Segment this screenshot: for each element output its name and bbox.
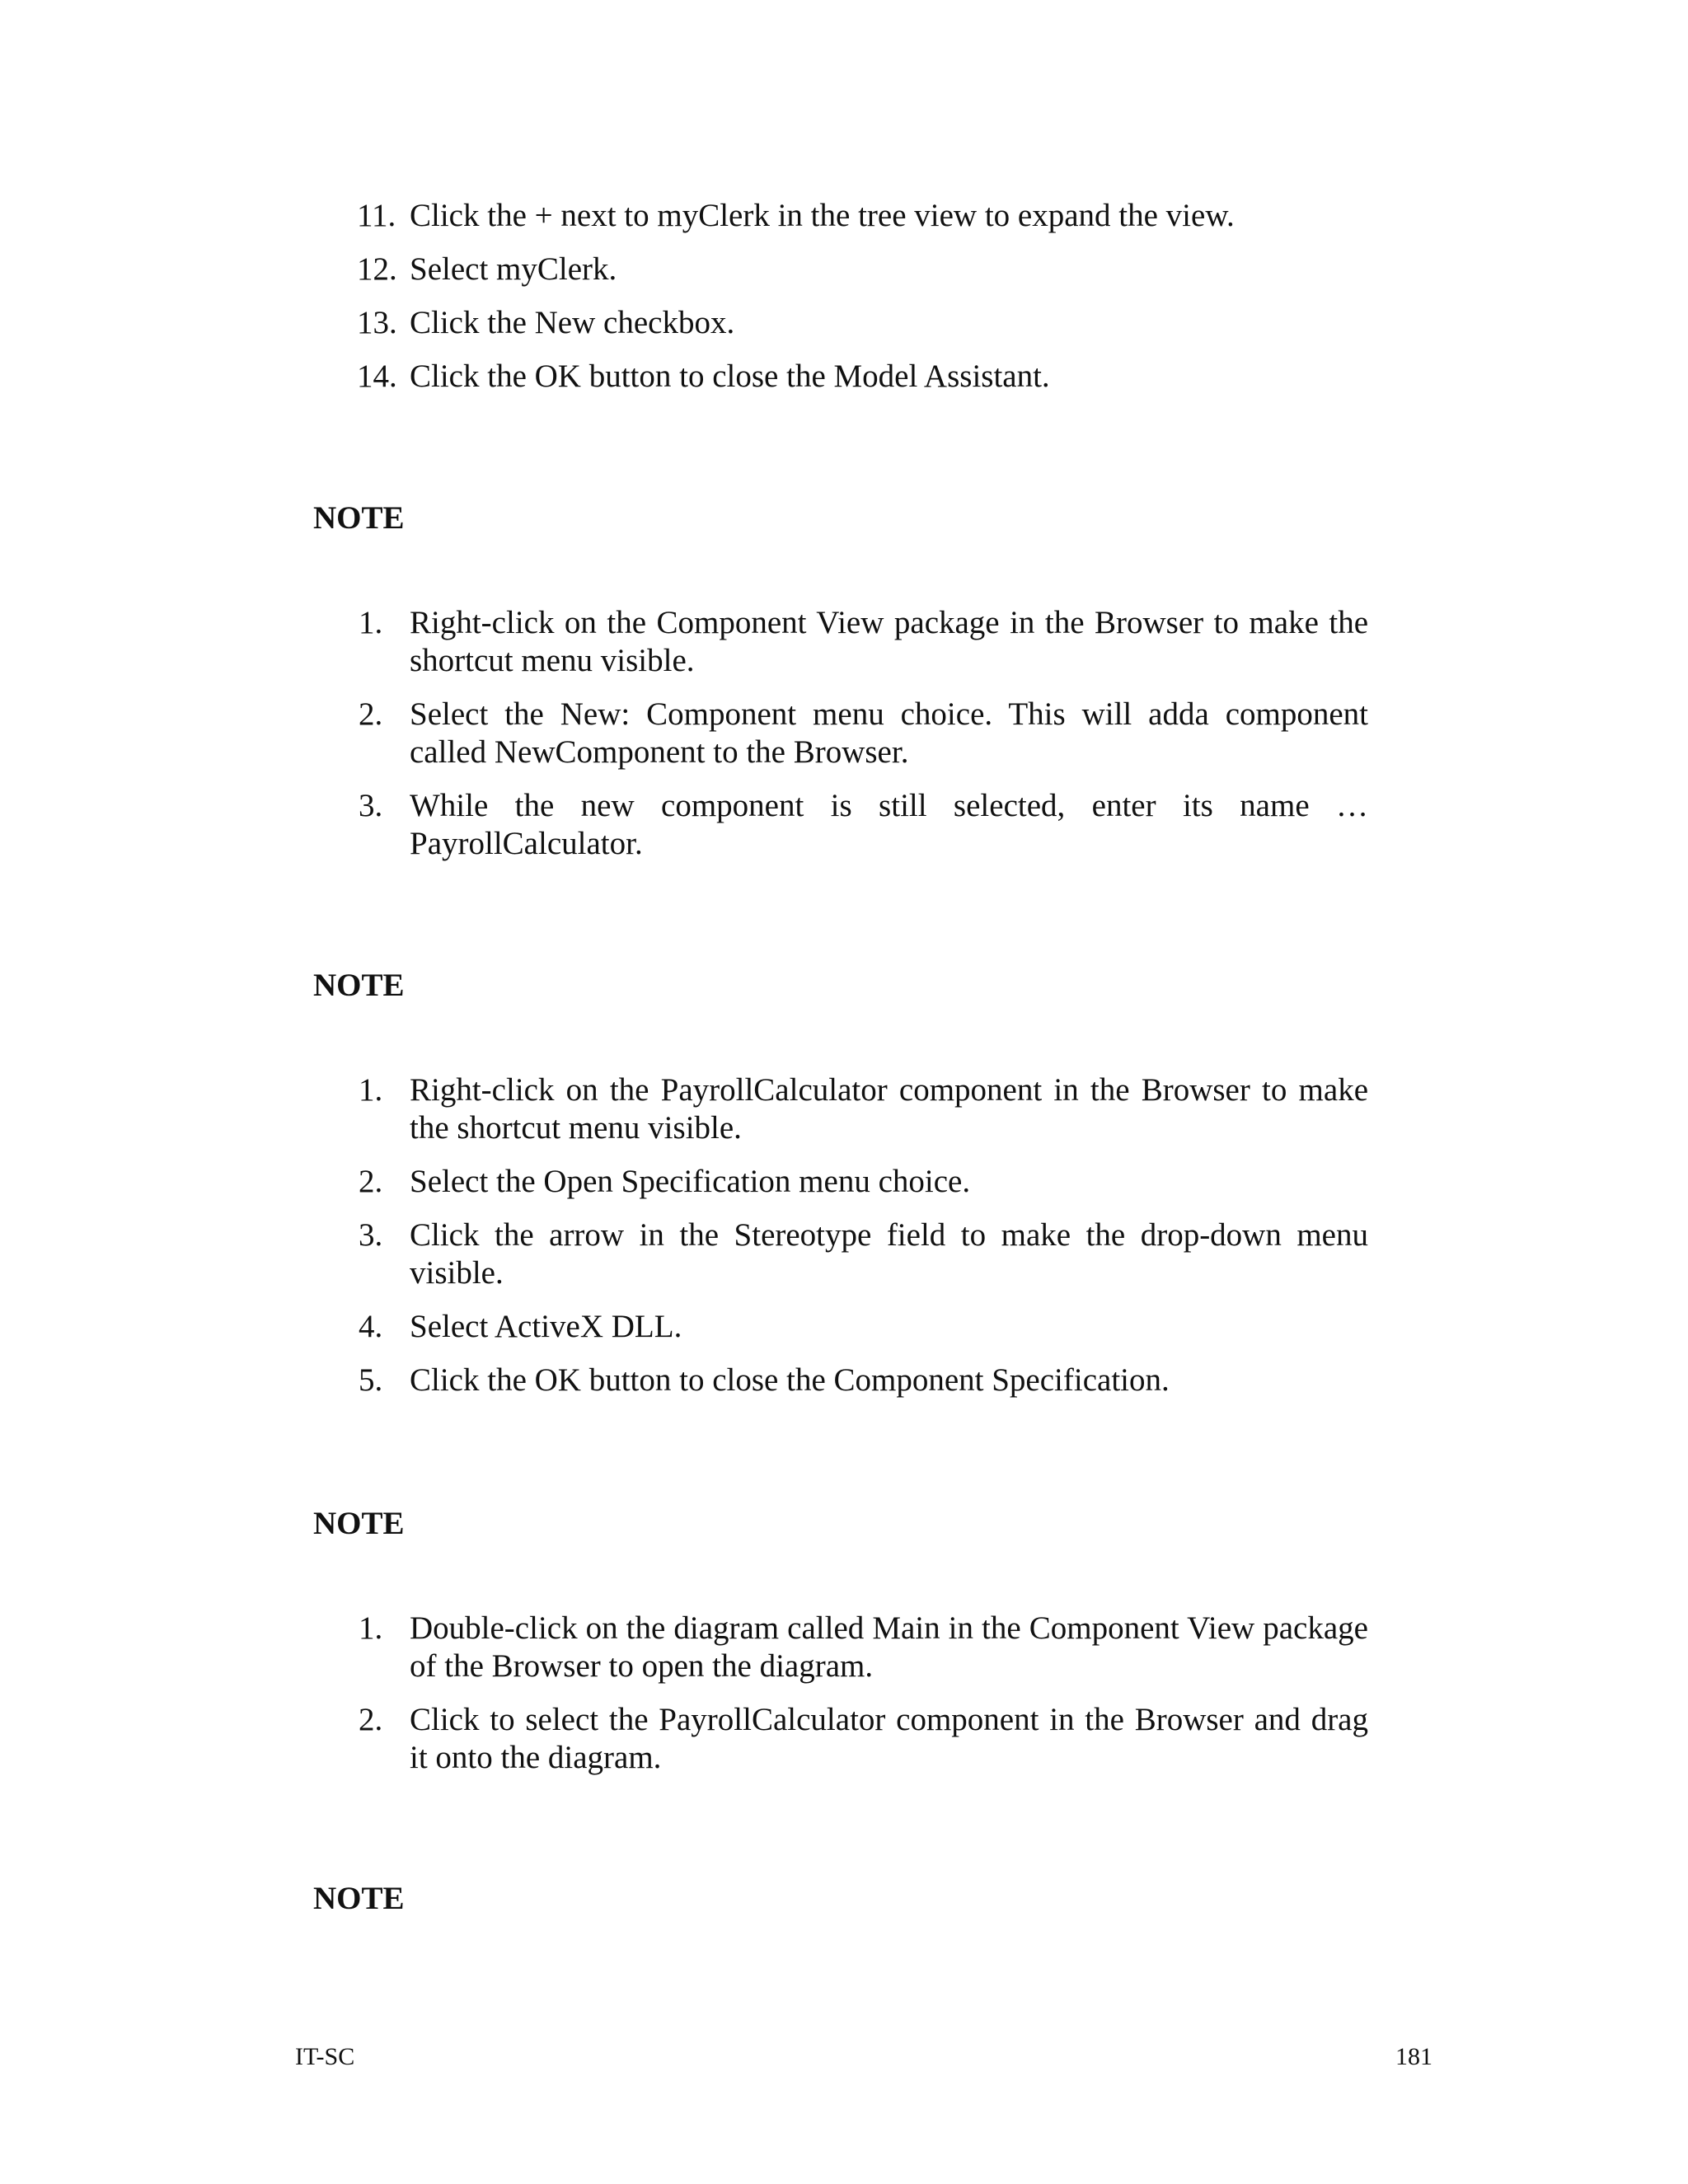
step-text: Click the New checkbox. <box>410 305 735 340</box>
list-item <box>359 604 1368 680</box>
step-text: Select the New: Component menu choice. This will adda component called NewComponent to the Browser. <box>410 696 1368 770</box>
step-number: 3. <box>359 788 383 823</box>
note-heading: NOTE <box>313 500 405 536</box>
step-text: While the new component is still selected, enter its name … PayrollCalculator. <box>410 788 1368 861</box>
steps-list-section-2 <box>359 1071 1368 1415</box>
list-item <box>359 1701 1368 1777</box>
note-heading: NOTE <box>313 968 405 1003</box>
step-text: Click the OK button to close the Component Specification. <box>410 1362 1170 1398</box>
step-number: 3. <box>359 1217 383 1253</box>
step-text: Click the arrow in the Stereotype field to make the drop-down menu visible. <box>410 1217 1368 1291</box>
step-text: Click to select the PayrollCalculator component in the Browser and drag it onto the diagram. <box>410 1702 1368 1775</box>
step-number: 4. <box>359 1309 383 1344</box>
step-number: 1. <box>359 605 383 640</box>
step-number: 12. <box>357 251 397 287</box>
step-number: 1. <box>359 1072 383 1108</box>
list-item <box>359 1361 1368 1399</box>
list-item <box>359 358 1368 396</box>
list-item <box>359 696 1368 771</box>
list-item <box>359 251 1368 288</box>
note-heading: NOTE <box>313 1506 405 1541</box>
list-item <box>359 1216 1368 1292</box>
step-text: Right-click on the Component View package in the Browser to make the shortcut menu visible. <box>410 605 1368 678</box>
step-text: Click the OK button to close the Model Assistant. <box>410 359 1050 394</box>
step-number: 5. <box>359 1362 383 1398</box>
step-text: Select the Open Specification menu choice. <box>410 1164 971 1199</box>
step-number: 2. <box>359 1164 383 1199</box>
list-item <box>359 1071 1368 1147</box>
step-text: Select myClerk. <box>410 251 617 287</box>
step-number: 2. <box>359 696 383 732</box>
list-item <box>359 787 1368 863</box>
step-number: 13. <box>357 305 397 340</box>
steps-list-section-1 <box>359 604 1368 879</box>
step-text: Select ActiveX DLL. <box>410 1309 682 1344</box>
step-number: 2. <box>359 1702 383 1737</box>
step-text: Double-click on the diagram called Main in the Component View package of the Browser to open the diagram. <box>410 1610 1368 1684</box>
list-item <box>359 1610 1368 1685</box>
footer-left: IT-SC <box>295 2043 355 2070</box>
step-text: Click the + next to myClerk in the tree view to expand the view. <box>410 198 1235 233</box>
step-number: 11. <box>357 198 396 233</box>
steps-list-top <box>359 197 1368 411</box>
step-number: 1. <box>359 1610 383 1646</box>
steps-list-section-3 <box>359 1610 1368 1793</box>
step-text: Right-click on the PayrollCalculator component in the Browser to make the shortcut menu visible. <box>410 1072 1368 1146</box>
list-item <box>359 1163 1368 1201</box>
list-item <box>359 1308 1368 1346</box>
step-number: 14. <box>357 359 397 394</box>
list-item <box>359 304 1368 342</box>
note-heading: NOTE <box>313 1881 405 1916</box>
list-item <box>359 197 1368 235</box>
page-number: 181 <box>1395 2043 1432 2070</box>
